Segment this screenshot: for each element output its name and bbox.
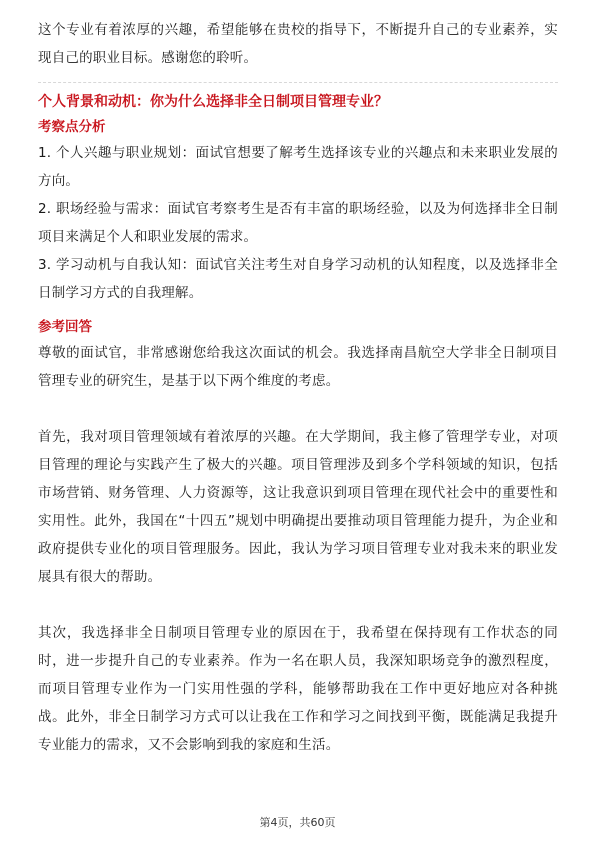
answer-paragraph-3: 其次，我选择非全日制项目管理专业的原因在于，我希望在保持现有工作状态的同时，进一步提升自己的专业素养。作为一名在职人员，我深知职场竞争的激烈程度，而项目管理专业作为一门实用性强的学科，能够帮助我在工作中更好地应对各种挑战。此外，非全日制学习方式可以让我在工作和学习之间找到平衡，既能满足我提升专业能力的需求，又不会影响到我的家庭和生活。 [38, 625, 558, 753]
answer-heading: 参考回答 [38, 319, 92, 335]
section-divider [38, 82, 558, 83]
analysis-item-3: 3. 学习动机与自我认知：面试官关注考生对自身学习动机的认知程度，以及选择非全日制学习方式的自我理解。 [38, 257, 558, 301]
answer-paragraph-1: 尊敬的面试官，非常感谢您给我这次面试的机会。我选择南昌航空大学非全日制项目管理专业的研究生，是基于以下两个维度的考虑。 [38, 345, 558, 389]
analysis-item-1: 1. 个人兴趣与职业规划：面试官想要了解考生选择该专业的兴趣点和未来职业发展的方向。 [38, 145, 558, 189]
analysis-item-2: 2. 职场经验与需求：面试官考察考生是否有丰富的职场经验，以及为何选择非全日制项目来满足个人和职业发展的需求。 [38, 201, 558, 245]
answer-paragraph-2: 首先，我对项目管理领域有着浓厚的兴趣。在大学期间，我主修了管理学专业，对项目管理的理论与实践产生了极大的兴趣。项目管理涉及到多个学科领域的知识，包括市场营销、财务管理、人力资源等，这让我意识到项目管理在现代社会中的重要性和实用性。此外，我国在“十四五”规划中明确提出要推动项目管理能力提升，为企业和政府提供专业化的项目管理服务。因此，我认为学习项目管理专业对我未来的职业发展具有很大的帮助。 [38, 429, 558, 585]
question-title: 个人背景和动机：你为什么选择非全日制项目管理专业？ [38, 94, 388, 110]
intro-paragraph: 这个专业有着浓厚的兴趣，希望能够在贵校的指导下，不断提升自己的专业素养，实现自己的职业目标。感谢您的聆听。 [38, 22, 558, 66]
page-number: 第4页，共60页 [259, 816, 336, 829]
document-page [38, 16, 558, 759]
analysis-heading: 考察点分析 [38, 119, 106, 135]
